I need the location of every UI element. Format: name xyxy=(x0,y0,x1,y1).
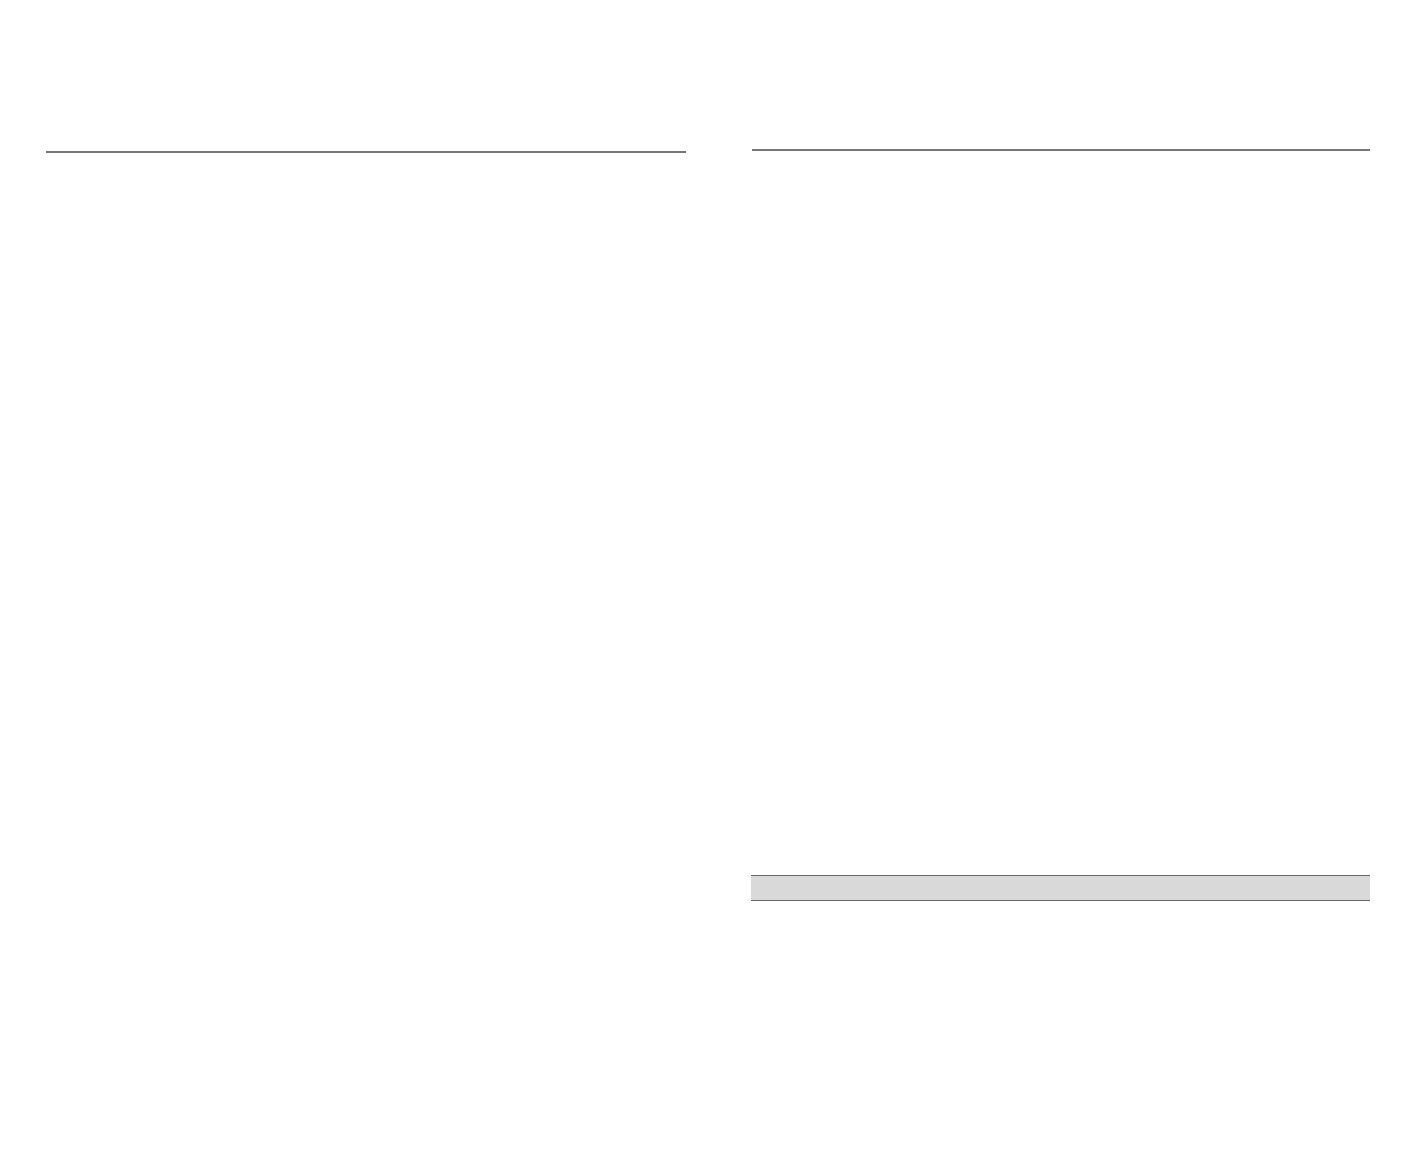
schedule-header xyxy=(751,875,1370,901)
service-title xyxy=(46,102,686,136)
news-divider xyxy=(752,149,1370,151)
title-divider xyxy=(46,151,686,153)
